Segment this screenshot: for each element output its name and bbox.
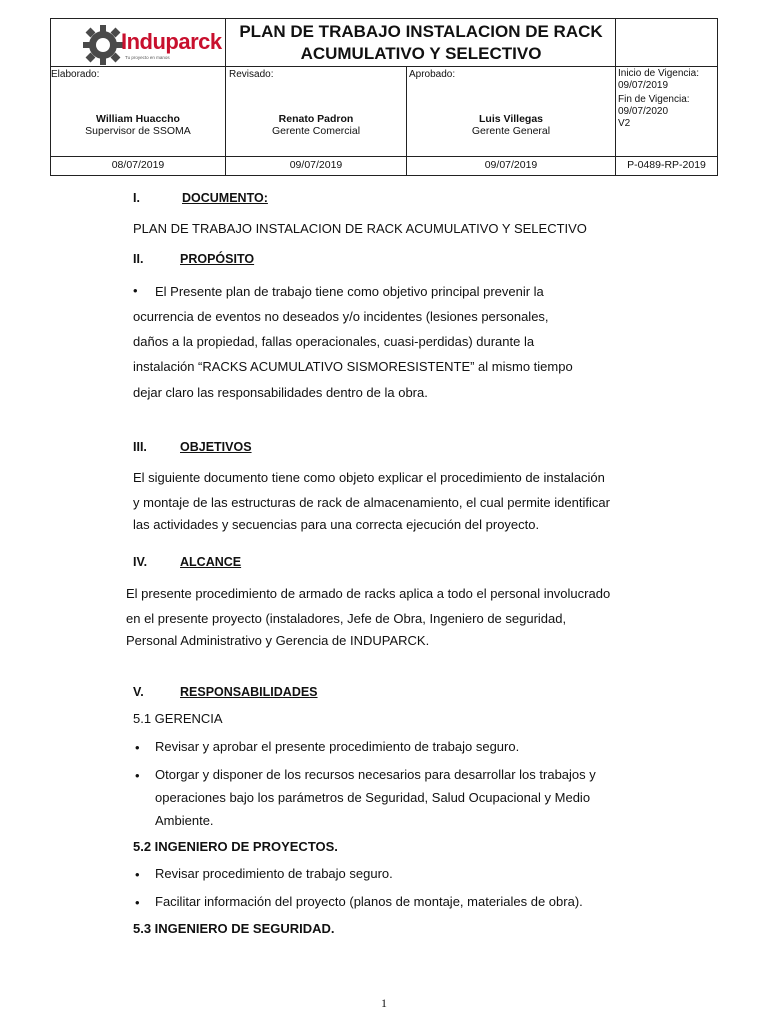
company-logo xyxy=(81,25,221,65)
proposito-line: daños a la propiedad, fallas operacionales, cuasi-perdidas) durante la xyxy=(133,334,535,349)
bullet-icon: • xyxy=(133,283,138,298)
document-title: PLAN DE TRABAJO INSTALACION DE RACK ACUMULATIVO Y SELECTIVO xyxy=(239,22,603,63)
subsection-gerencia: 5.1 GERENCIA xyxy=(133,711,223,726)
revisado-role: Gerente Comercial xyxy=(271,125,361,137)
elaborado-role: Supervisor de SSOMA xyxy=(85,125,191,137)
gear-icon xyxy=(81,23,125,67)
elaborado-date: 08/07/2019 xyxy=(111,159,165,171)
aprobado-role: Gerente General xyxy=(471,125,551,137)
proposito-line: instalación “RACKS ACUMULATIVO SISMORESISTENTE” al mismo tiempo xyxy=(133,359,573,374)
responsibility-item: Facilitar información del proyecto (planos de montaje, materiales de obra). xyxy=(155,894,583,909)
vigencia-fin-date: 09/07/2020 xyxy=(618,106,669,117)
vigencia-inicio-date: 09/07/2019 xyxy=(618,80,669,91)
responsibility-item-line: Ambiente. xyxy=(155,813,214,828)
section-title-responsabilidades: RESPONSABILIDADES xyxy=(180,685,318,699)
header-divider xyxy=(225,19,226,175)
alcance-line: Personal Administrativo y Gerencia de INDUPARCK. xyxy=(126,633,430,648)
document-name-text: PLAN DE TRABAJO INSTALACION DE RACK ACUMULATIVO Y SELECTIVO xyxy=(133,221,587,236)
logo-brand: Induparck xyxy=(121,29,222,54)
section-title-alcance: ALCANCE xyxy=(180,555,242,569)
header-divider xyxy=(51,156,717,157)
responsibility-item-line: Otorgar y disponer de los recursos necesarios para desarrollar los trabajos y xyxy=(155,767,596,782)
version-label: V2 xyxy=(618,118,631,129)
responsibility-item: Revisar y aprobar el presente procedimiento de trabajo seguro. xyxy=(155,739,520,754)
bullet-icon: • xyxy=(135,895,140,910)
subsection-ingeniero-seguridad: 5.3 INGENIERO DE SEGURIDAD. xyxy=(133,921,335,936)
elaborado-name: William Huaccho xyxy=(96,113,180,125)
page-number: 1 xyxy=(381,996,387,1010)
proposito-line: ocurrencia de eventos no deseados y/o incidentes (lesiones personales, xyxy=(133,309,549,324)
proposito-line: dejar claro las responsabilidades dentro de la obra. xyxy=(133,385,428,400)
header-table xyxy=(50,18,718,176)
bullet-icon: • xyxy=(135,867,140,882)
bullet-icon: • xyxy=(135,740,140,755)
document-code: P-0489-RP-2019 xyxy=(627,159,706,171)
header-divider xyxy=(51,66,717,67)
revisado-date: 09/07/2019 xyxy=(289,159,343,171)
proposito-line: El Presente plan de trabajo tiene como objetivo principal prevenir la xyxy=(155,284,544,299)
revisado-name: Renato Padron xyxy=(278,113,354,125)
objetivos-line: las actividades y secuencias para una correcta ejecución del proyecto. xyxy=(133,517,540,532)
section-number: IV. xyxy=(133,555,148,569)
label-aprobado: Aprobado: xyxy=(409,69,456,80)
responsibility-item-line: operaciones bajo los parámetros de Seguridad, Salud Ocupacional y Medio xyxy=(155,790,591,805)
objetivos-line: y montaje de las estructuras de rack de almacenamiento, el cual permite identificar xyxy=(133,495,610,510)
section-number: V. xyxy=(133,685,144,699)
label-elaborado: Elaborado: xyxy=(51,69,100,80)
aprobado-name: Luis Villegas xyxy=(479,113,543,125)
bullet-icon: • xyxy=(135,768,140,783)
section-number: III. xyxy=(133,440,147,454)
logo-tagline: Tu proyecto en manos xyxy=(125,55,170,60)
section-title-proposito: PROPÓSITO xyxy=(180,252,255,266)
alcance-line: en el presente proyecto (instaladores, Jefe de Obra, Ingeniero de seguridad, xyxy=(126,611,567,626)
section-number: II. xyxy=(133,252,144,266)
alcance-line: El presente procedimiento de armado de racks aplica a todo el personal involucrado xyxy=(126,586,611,601)
header-divider xyxy=(615,19,616,175)
section-title-documento: DOCUMENTO: xyxy=(182,191,268,205)
objetivos-line: El siguiente documento tiene como objeto explicar el procedimiento de instalación xyxy=(133,470,605,485)
subsection-ingeniero-proyectos: 5.2 INGENIERO DE PROYECTOS. xyxy=(133,839,338,854)
section-number: I. xyxy=(133,191,140,205)
label-revisado: Revisado: xyxy=(229,69,274,80)
section-title-objetivos: OBJETIVOS xyxy=(180,440,252,454)
vigencia-fin-label: Fin de Vigencia: xyxy=(618,94,690,105)
aprobado-date: 09/07/2019 xyxy=(484,159,538,171)
vigencia-inicio-label: Inicio de Vigencia: xyxy=(618,68,699,79)
responsibility-item: Revisar procedimiento de trabajo seguro. xyxy=(155,866,393,881)
